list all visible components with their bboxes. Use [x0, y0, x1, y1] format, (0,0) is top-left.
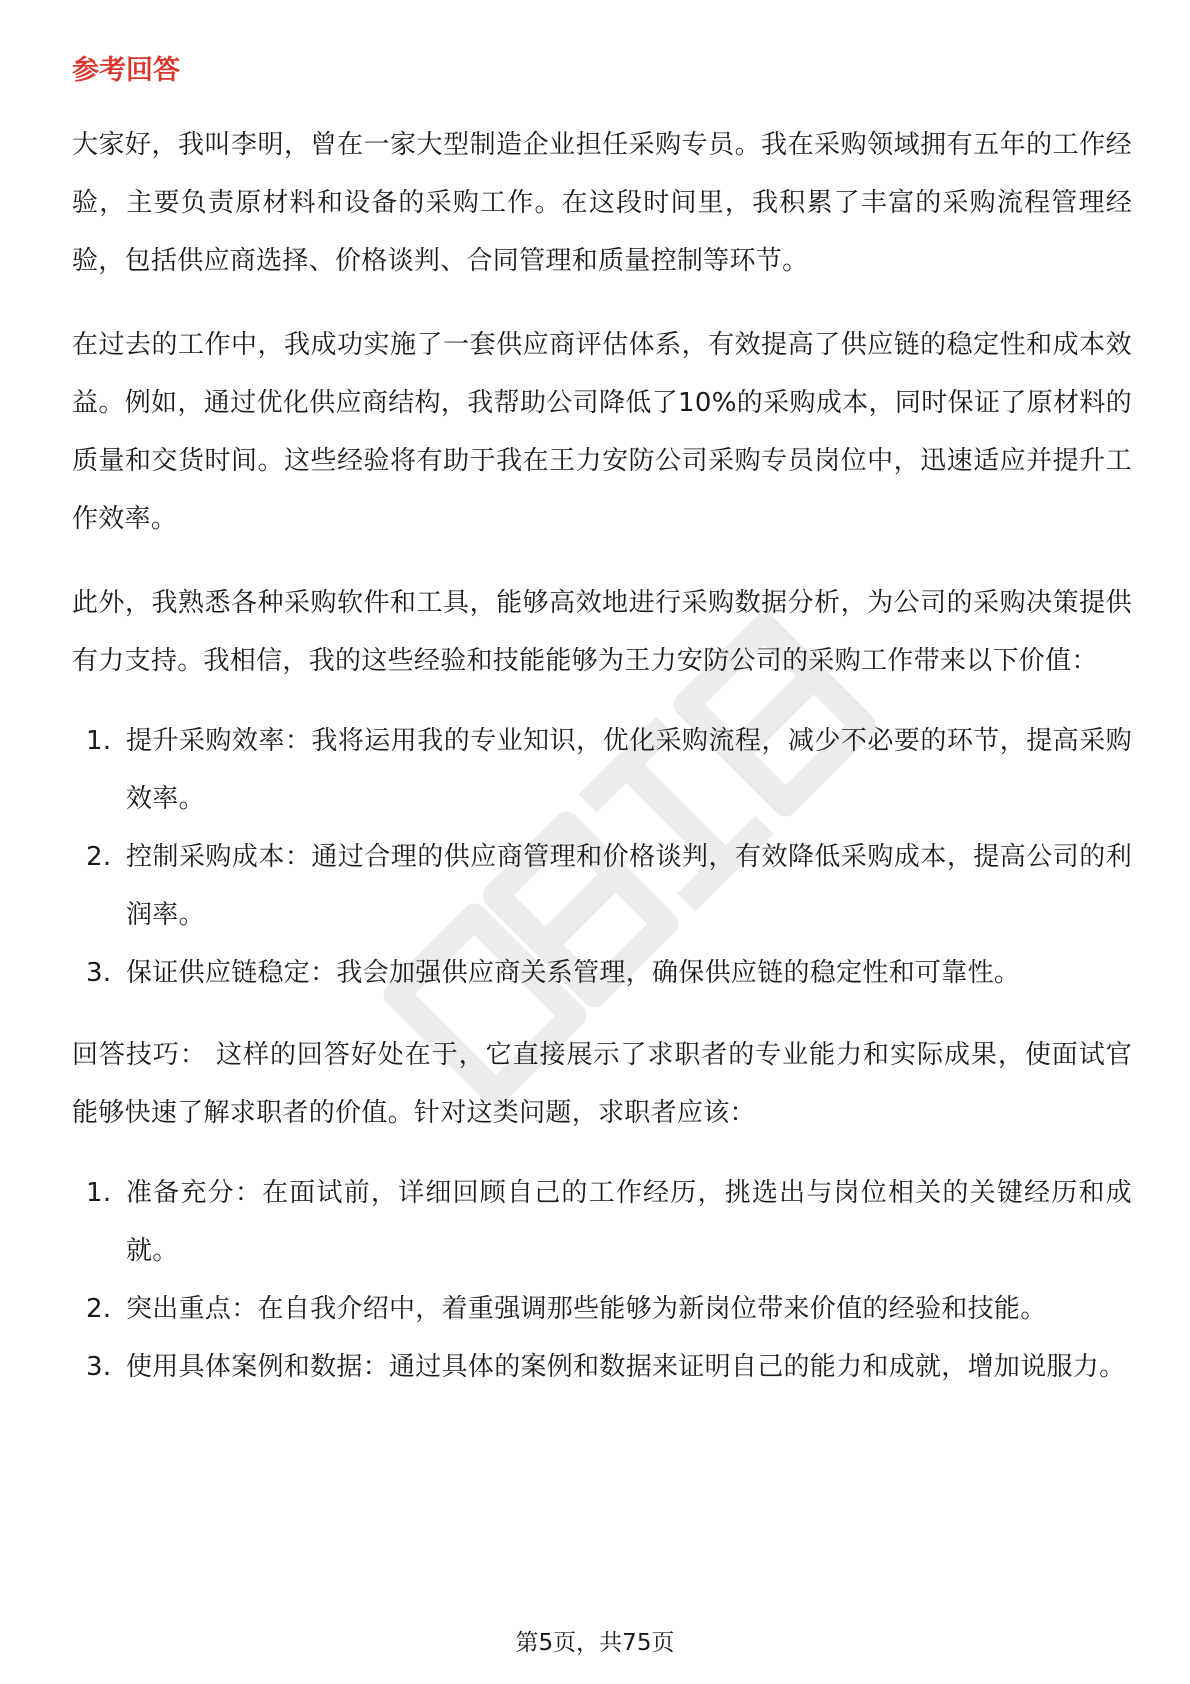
list-text: 突出重点：在自我介绍中，着重强调那些能够为新岗位带来价值的经验和技能。 [126, 1294, 1047, 1324]
list-number: 1. [86, 726, 112, 756]
paragraph-intro: 大家好，我叫李明，曾在一家大型制造企业担任采购专员。我在采购领域拥有五年的工作经验，主要负责原材料和设备的采购工作。在这段时间里，我积累了丰富的采购流程管理经验，包括供应商选择、价格谈判、合同管理和质量控制等环节。 [72, 130, 1132, 276]
list-text: 使用具体案例和数据：通过具体的案例和数据来证明自己的能力和成就，增加说服力。 [126, 1352, 1126, 1382]
list-number: 2. [86, 842, 112, 872]
list-item [72, 1280, 1132, 1338]
paragraph-skills: 此外，我熟悉各种采购软件和工具，能够高效地进行采购数据分析，为公司的采购决策提供有力支持。我相信，我的这些经验和技能能够为王力安防公司的采购工作带来以下价值： [72, 588, 1132, 676]
list-text: 准备充分：在面试前，详细回顾自己的工作经历，挑选出与岗位相关的关键经历和成就。 [126, 1178, 1132, 1266]
paragraph-experience: 在过去的工作中，我成功实施了一套供应商评估体系，有效提高了供应链的稳定性和成本效益。例如，通过优化供应商结构，我帮助公司降低了10%的采购成本，同时保证了原材料的质量和交货时间。这些经验将有助于我在王力安防公司采购专员岗位中，迅速适应并提升工作效率。 [72, 330, 1132, 534]
list-text: 控制采购成本：通过合理的供应商管理和价格谈判，有效降低采购成本，提高公司的利润率。 [126, 842, 1132, 930]
page-footer: 第5页，共75页 [515, 1630, 675, 1656]
list-item [72, 1164, 1132, 1280]
list-number: 2. [86, 1294, 112, 1324]
list-text: 保证供应链稳定：我会加强供应商关系管理，确保供应链的稳定性和可靠性。 [126, 958, 1021, 988]
list-item [72, 944, 1132, 1002]
list-text: 提升采购效率：我将运用我的专业知识，优化采购流程，减少不必要的环节，提高采购效率。 [126, 726, 1132, 814]
value-list [72, 712, 1132, 1002]
list-number: 3. [86, 1352, 112, 1382]
list-number: 3. [86, 958, 112, 988]
list-item [72, 1338, 1132, 1396]
list-item [72, 712, 1132, 828]
section-title: 参考回答 [72, 55, 180, 86]
tips-list [72, 1164, 1132, 1396]
main-content [72, 48, 1132, 1420]
list-item [72, 828, 1132, 944]
paragraph-tips: 回答技巧： 这样的回答好处在于，它直接展示了求职者的专业能力和实际成果，使面试官能够快速了解求职者的价值。针对这类问题，求职者应该： [72, 1040, 1132, 1128]
list-number: 1. [86, 1178, 112, 1208]
